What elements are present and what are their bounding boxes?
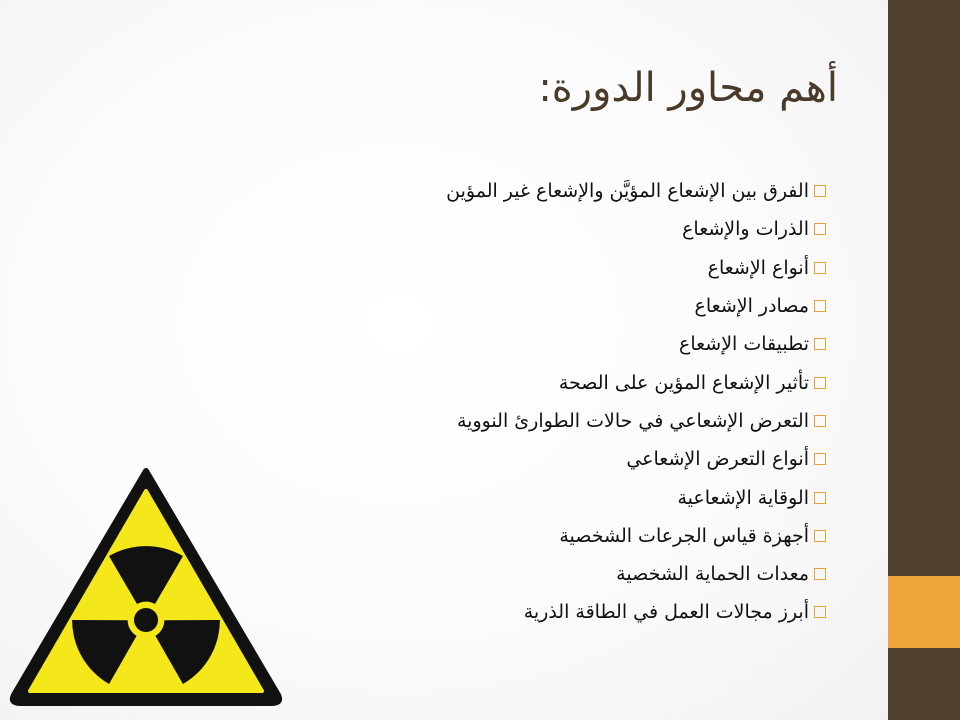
sidebar-accent-block <box>888 576 960 648</box>
checkbox-icon <box>814 262 826 274</box>
checkbox-icon <box>814 377 826 389</box>
list-item <box>446 287 826 325</box>
list-item-text: التعرض الإشعاعي في حالات الطوارئ النووية <box>456 409 809 432</box>
checkbox-icon <box>814 223 826 235</box>
checkbox-icon <box>814 568 826 580</box>
list-item <box>446 593 826 631</box>
list-item-text: الوقاية الإشعاعية <box>677 486 809 509</box>
list-item-text: معدات الحماية الشخصية <box>616 563 809 586</box>
list-item-text: أنواع الإشعاع <box>707 256 809 279</box>
list-item <box>446 325 826 363</box>
list-item-text: الذرات والإشعاع <box>682 218 809 241</box>
list-item <box>446 402 826 440</box>
list-item-text: أجهزة قياس الجرعات الشخصية <box>559 524 809 547</box>
checkbox-icon <box>814 530 826 542</box>
checkbox-icon <box>814 300 826 312</box>
checkbox-icon <box>814 492 826 504</box>
checkbox-icon <box>814 338 826 350</box>
list-item-text: تطبيقات الإشعاع <box>679 333 809 356</box>
checkbox-icon <box>814 415 826 427</box>
list-item-text: تأثير الإشعاع المؤين على الصحة <box>558 371 809 394</box>
radiation-hazard-graphic <box>8 465 284 715</box>
list-item <box>446 363 826 401</box>
list-item <box>446 172 826 210</box>
checkbox-icon <box>814 606 826 618</box>
list-item <box>446 249 826 287</box>
topic-list <box>446 172 826 632</box>
list-item <box>446 210 826 248</box>
list-item <box>446 517 826 555</box>
list-item <box>446 440 826 478</box>
slide-title: أهم محاور الدورة: <box>538 65 838 111</box>
list-item-text: مصادر الإشعاع <box>694 295 809 318</box>
list-item-text: أبرز مجالات العمل في الطاقة الذرية <box>523 601 809 624</box>
list-item-text: الفرق بين الإشعاع المؤيَّن والإشعاع غير المؤين <box>446 180 809 203</box>
checkbox-icon <box>814 185 826 197</box>
list-item <box>446 478 826 516</box>
list-item-text: أنواع التعرض الإشعاعي <box>626 448 809 471</box>
radiation-hazard-icon <box>8 465 284 715</box>
list-item <box>446 555 826 593</box>
checkbox-icon <box>814 453 826 465</box>
